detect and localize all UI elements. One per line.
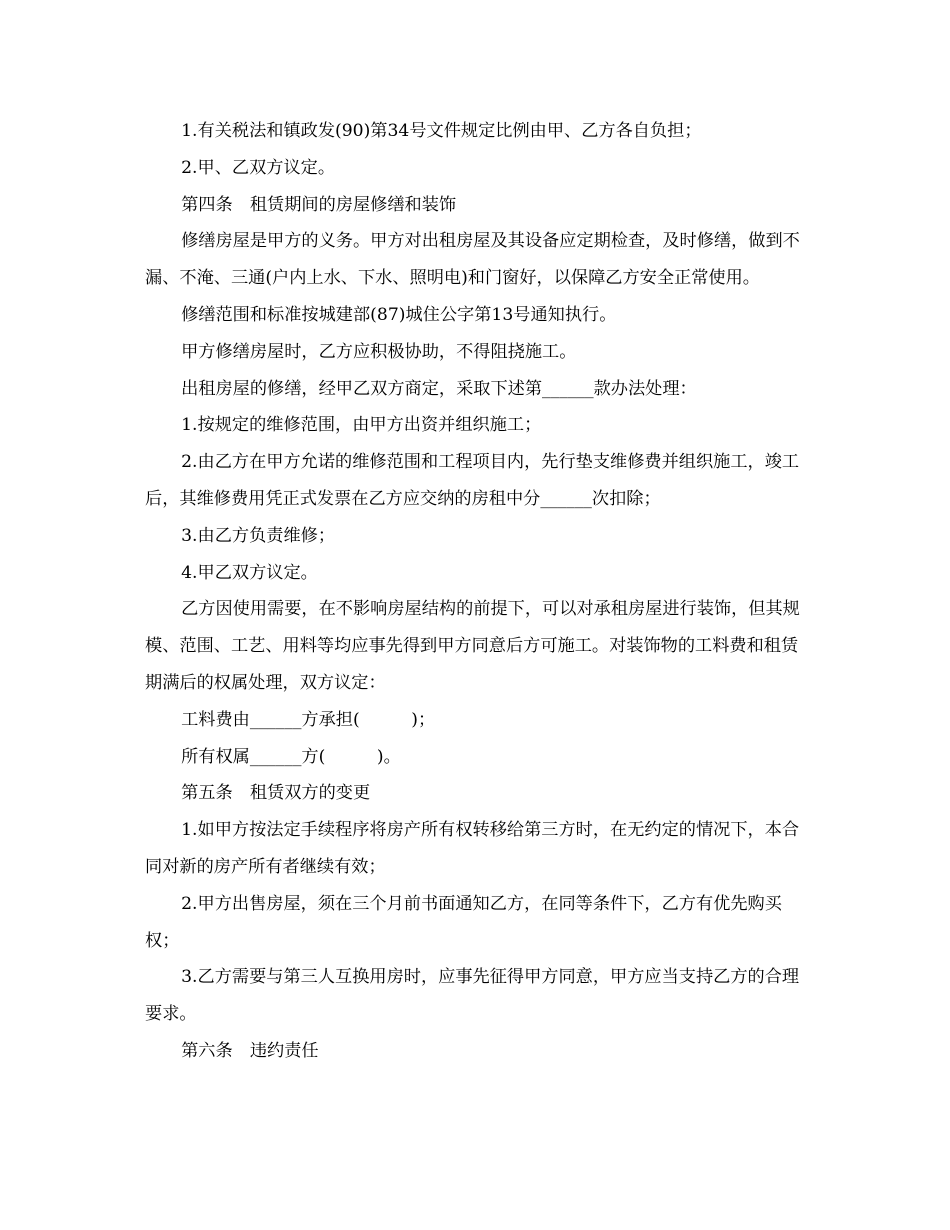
document-body	[145, 113, 805, 1070]
paragraph-repair-option-4: 4.甲乙双方议定。	[181, 562, 318, 583]
paragraph-decoration: 乙方因使用需要，在不影响房屋结构的前提下，可以对承租房屋进行装饰，但其规模、范围、工艺、用料等均应事先得到甲方同意后方可施工。对装饰物的工料费和租赁期满后的权属处理，双方议定：	[145, 599, 800, 693]
paragraph-change-1: 1.如甲方按法定手续程序将房产所有权转移给第三方时，在无约定的情况下，本合同对新的房产所有者继续有效；	[145, 820, 800, 877]
paragraph-material-cost: 工料费由______方承担( )；	[181, 709, 436, 730]
paragraph-repair-duty: 修缮房屋是甲方的义务。甲方对出租房屋及其设备应定期检查，及时修缮，做到不漏、不淹、三通(户内上水、下水、照明电)和门窗好，以保障乙方安全正常使用。	[145, 231, 800, 289]
paragraph-repair-method: 出租房屋的修缮，经甲乙双方商定，采取下述第______款办法处理：	[181, 378, 697, 399]
paragraph-repair-cooperation: 甲方修缮房屋时，乙方应积极协助，不得阻挠施工。	[181, 341, 577, 362]
paragraph-repair-option-2: 2.由乙方在甲方允诺的维修范围和工程项目内，先行垫支维修费并组织施工，竣工后，其维修费用凭正式发票在乙方应交纳的房租中分______次扣除；	[145, 452, 800, 509]
article-4-heading: 第四条 租赁期间的房屋修缮和装饰	[181, 194, 457, 215]
paragraph-tax-clause-1: 1.有关税法和镇政发(90)第34号文件规定比例由甲、乙方各自负担；	[181, 121, 702, 141]
paragraph-ownership: 所有权属______方( )。	[181, 746, 401, 767]
article-6-heading: 第六条 违约责任	[181, 1040, 319, 1061]
paragraph-repair-scope: 修缮范围和标准按城建部(87)城住公字第13号通知执行。	[181, 304, 617, 325]
article-5-heading: 第五条 租赁双方的变更	[181, 783, 371, 804]
paragraph-change-3: 3.乙方需要与第三人互换用房时，应事先征得甲方同意，甲方应当支持乙方的合理要求。	[145, 967, 800, 1025]
paragraph-repair-option-1: 1.按规定的维修范围，由甲方出资并组织施工；	[181, 415, 542, 436]
paragraph-repair-option-3: 3.由乙方负责维修；	[181, 525, 336, 546]
paragraph-change-2: 2.甲方出售房屋，须在三个月前书面通知乙方，在同等条件下，乙方有优先购买权；	[145, 893, 782, 951]
paragraph-tax-clause-2: 2.甲、乙双方议定。	[181, 157, 336, 178]
